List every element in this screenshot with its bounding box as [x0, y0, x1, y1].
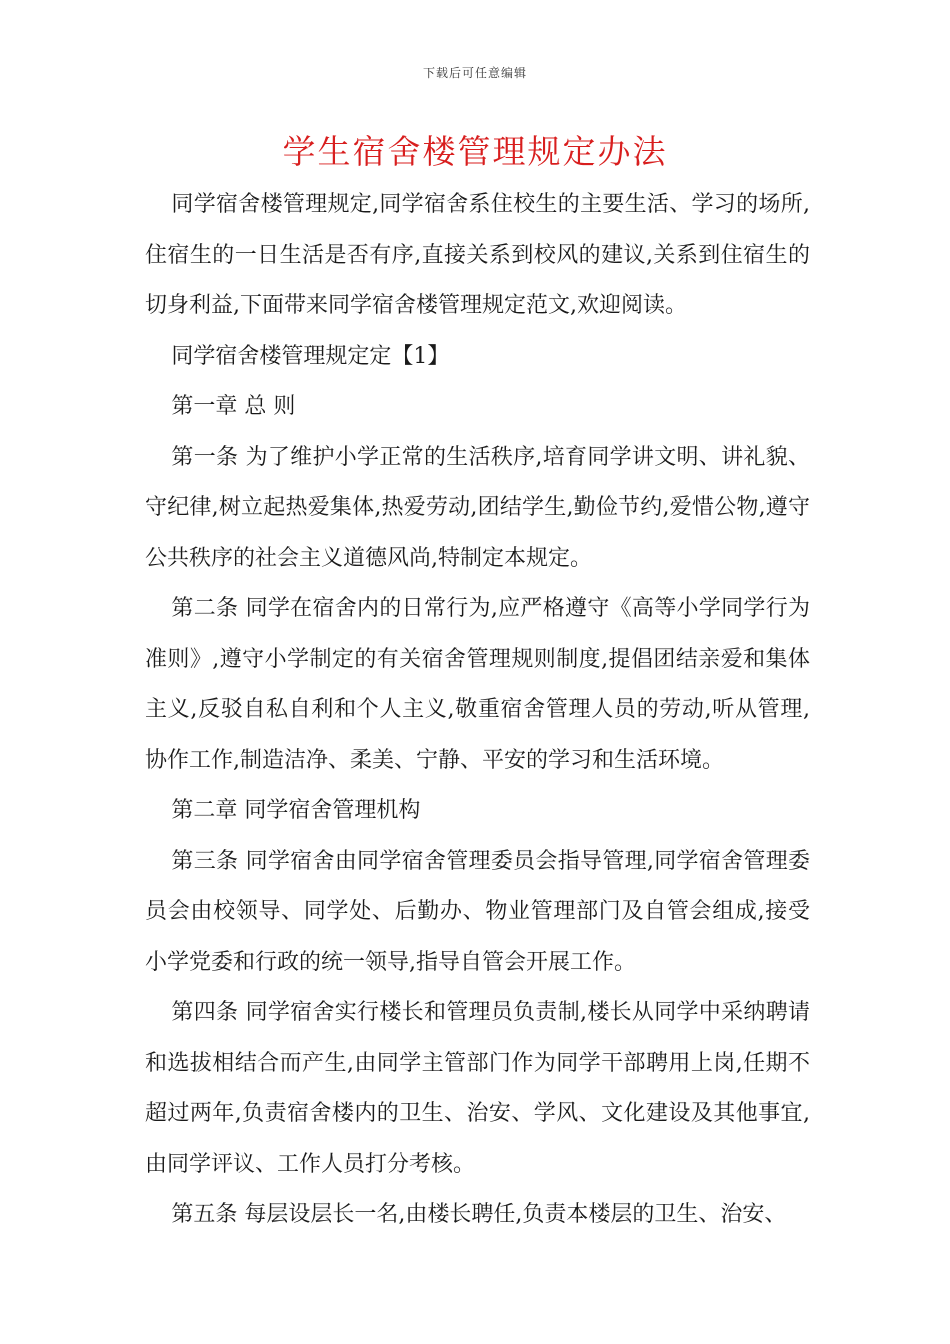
paragraph-section-heading: 同学宿舍楼管理规定定【1】 [171, 343, 450, 369]
paragraph-article-2: 第二条 同学在宿舍内的日常行为,应严格遵守《高等小学同学行为准则》,遵守小学制定的有关宿舍管理规则制度,提倡团结亲爱和集体主义,反驳自私自利和个人主义,敬重宿舍管理人员的劳动,听从管理,协作工作,制造洁净、柔美、宁静、平安的学习和生活环境。 [145, 596, 810, 773]
paragraph-chapter-2: 第二章 同学宿舍管理机构 [171, 798, 421, 823]
paragraph-chapter-1: 第一章 总 则 [171, 394, 296, 419]
paragraph-article-5: 第五条 每层设层长一名,由楼长聘任,负责本楼层的卫生、治安、 [171, 1202, 787, 1227]
paragraph-article-1: 第一条 为了维护小学正常的生活秩序,培育同学讲文明、讲礼貌、守纪律,树立起热爱集体,热爱劳动,团结学生,勤俭节约,爱惜公物,遵守公共秩序的社会主义道德风尚,特制定本规定。 [145, 444, 810, 571]
document-body [145, 180, 810, 1241]
paragraph-article-4: 第四条 同学宿舍实行楼长和管理员负责制,楼长从同学中采纳聘请和选拔相结合而产生,由同学主管部门作为同学干部聘用上岗,任期不超过两年,负责宿舍楼内的卫生、治安、学风、文化建设及其他事宜,由同学评议、工作人员打分考核。 [145, 1000, 810, 1177]
paragraph-article-3: 第三条 同学宿舍由同学宿舍管理委员会指导管理,同学宿舍管理委员会由校领导、同学处、后勤办、物业管理部门及自管会组成,接受小学党委和行政的统一领导,指导自管会开展工作。 [145, 848, 810, 975]
document-title: 学生宿舍楼管理规定办法 [282, 132, 668, 171]
paragraph-intro: 同学宿舍楼管理规定,同学宿舍系住校生的主要生活、学习的场所,住宿生的一日生活是否有序,直接关系到校风的建议,关系到住宿生的切身利益,下面带来同学宿舍楼管理规定范文,欢迎阅读。 [145, 192, 810, 318]
header-note: 下载后可任意编辑 [422, 66, 527, 80]
